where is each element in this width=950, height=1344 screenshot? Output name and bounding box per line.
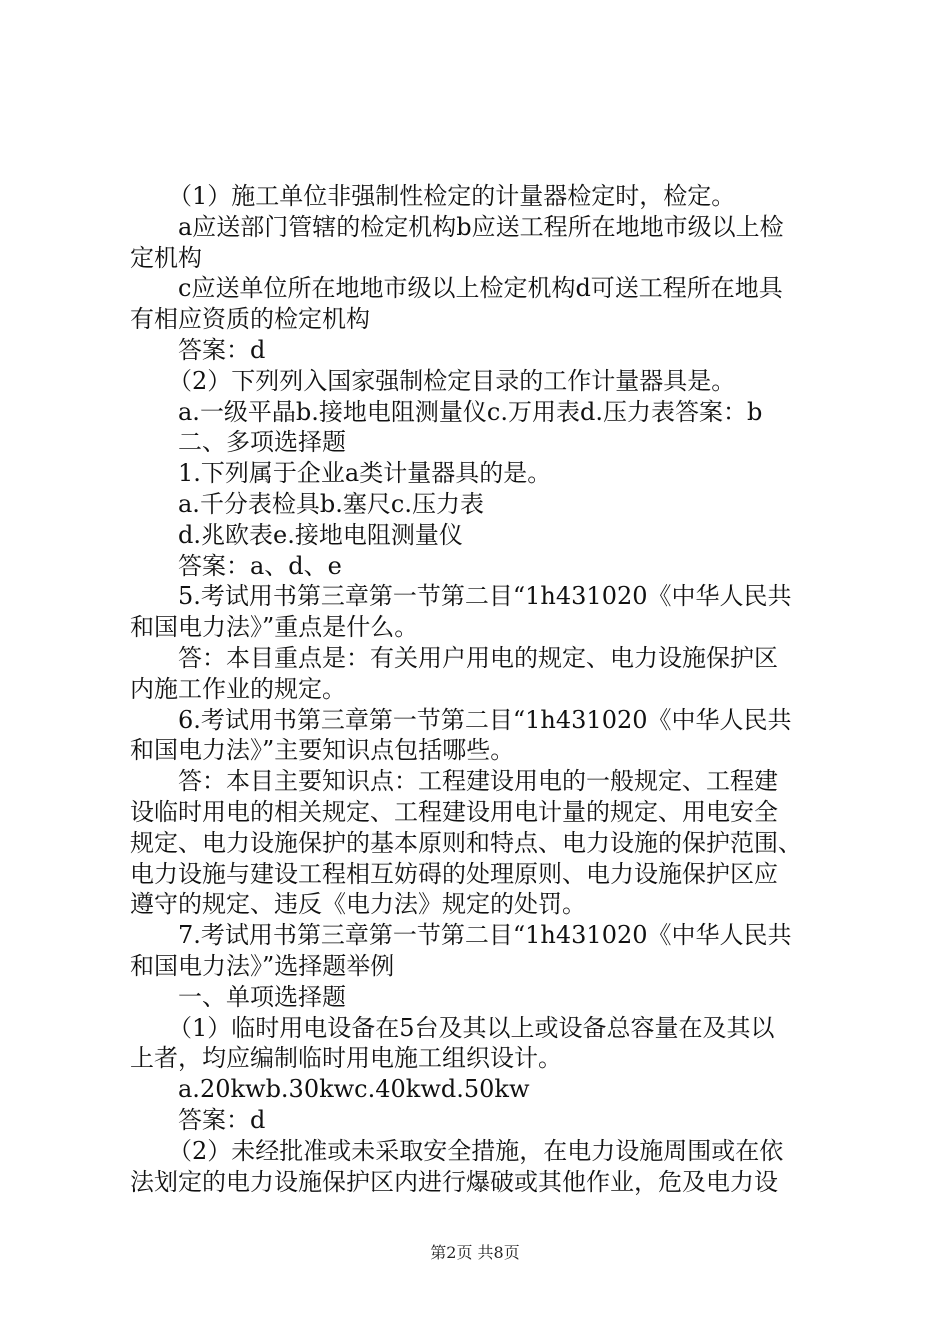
text-line: a.20kwb.30kwc.40kwd.50kw bbox=[178, 1075, 530, 1104]
document-body bbox=[130, 181, 830, 1197]
text-line: （1）临时用电设备在5台及其以上或设备总容量在及其以 bbox=[168, 1013, 775, 1042]
text-line: 法划定的电力设施保护区内进行爆破或其他作业，危及电力设 bbox=[130, 1167, 778, 1196]
text-line: 答：本目重点是：有关用户用电的规定、电力设施保护区 bbox=[178, 643, 778, 672]
text-line: 上者，均应编制临时用电施工组织设计。 bbox=[130, 1044, 562, 1073]
text-line: a应送部门管辖的检定机构b应送工程所在地地市级以上检 bbox=[178, 212, 784, 241]
text-line: 有相应资质的检定机构 bbox=[130, 305, 370, 334]
text-line: （2）未经批准或未采取安全措施，在电力设施周围或在依 bbox=[168, 1136, 784, 1165]
text-line: 遵守的规定、违反《电力法》规定的处罚。 bbox=[130, 890, 586, 919]
text-line: a.一级平晶b.接地电阻测量仪c.万用表d.压力表答案：b bbox=[178, 397, 763, 426]
text-line: 一、单项选择题 bbox=[178, 982, 346, 1011]
text-line: 6.考试用书第三章第一节第二目“1h431020《中华人民共 bbox=[178, 705, 792, 734]
text-line: 答案：d bbox=[178, 335, 266, 364]
text-line: a.千分表检具b.塞尺c.压力表 bbox=[178, 489, 484, 518]
text-line: 设临时用电的相关规定、工程建设用电计量的规定、用电安全 bbox=[130, 797, 778, 826]
page-footer: 第2页 共8页 bbox=[430, 1243, 520, 1262]
text-line: 答：本目主要知识点：工程建设用电的一般规定、工程建 bbox=[178, 767, 778, 796]
text-line: 和国电力法》”选择题举例 bbox=[130, 951, 395, 980]
text-line: c应送单位所在地地市级以上检定机构d可送工程所在地具 bbox=[178, 274, 783, 303]
text-line: 5.考试用书第三章第一节第二目“1h431020《中华人民共 bbox=[178, 582, 792, 611]
text-line: 答案：d bbox=[178, 1105, 266, 1134]
text-line: 1.下列属于企业a类计量器具的是。 bbox=[178, 459, 552, 488]
text-line: 答案：a、d、e bbox=[178, 551, 342, 580]
text-line: d.兆欧表e.接地电阻测量仪 bbox=[178, 520, 463, 549]
text-line: 规定、电力设施保护的基本原则和特点、电力设施的保护范围、 bbox=[130, 828, 802, 857]
text-line: （2）下列列入国家强制检定目录的工作计量器具是。 bbox=[168, 366, 736, 395]
text-line: （1）施工单位非强制性检定的计量器检定时，检定。 bbox=[168, 182, 736, 210]
text-line: 定机构 bbox=[130, 243, 202, 272]
text-line: 和国电力法》”主要知识点包括哪些。 bbox=[130, 736, 515, 765]
text-line: 7.考试用书第三章第一节第二目“1h431020《中华人民共 bbox=[178, 921, 792, 950]
text-line: 内施工作业的规定。 bbox=[130, 674, 346, 703]
text-line: 和国电力法》”重点是什么。 bbox=[130, 613, 419, 642]
text-line: 电力设施与建设工程相互妨碍的处理原则、电力设施保护区应 bbox=[130, 859, 778, 888]
text-line: 二、多项选择题 bbox=[178, 428, 346, 457]
